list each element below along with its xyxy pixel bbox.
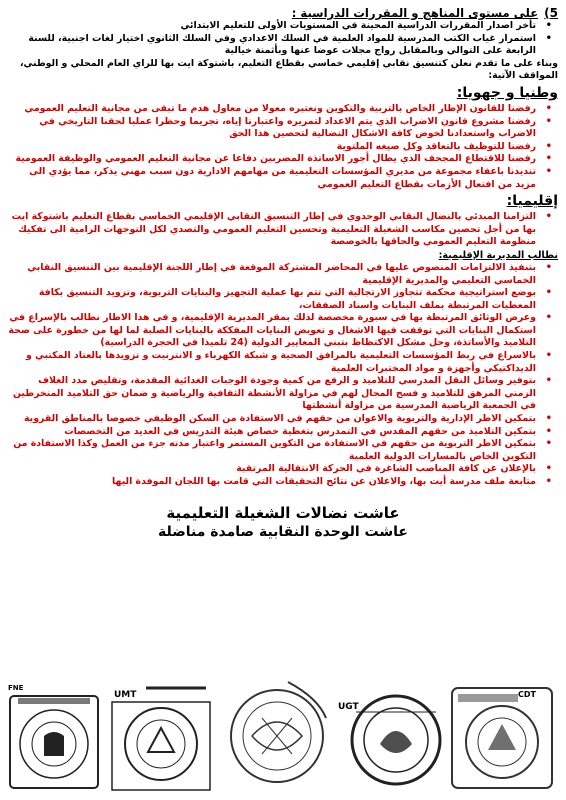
fne-seal-icon bbox=[6, 684, 102, 792]
list-item: • التزامنا المبدئي بالنضال النقابي الوحدوي في إطار التنسيق النقابي الإقليمي الخماسي بقطاع التعليم باشتوكة ايت بها من أجل تحصين مكاسب الشغيلة التعليمية وتحسين التعليم العمومي والتصدي لكل التوجهات الرامية الى تفكيك منظومة التعليم العمومي والحاقها بالخوصصة bbox=[8, 211, 558, 249]
stamp-umt bbox=[106, 682, 216, 792]
union-seal-icon bbox=[222, 678, 332, 790]
list-item: • رفضنا للتوظيف بالتعاقد وكل صيغه الملتوية bbox=[8, 141, 558, 154]
ugt-seal-icon bbox=[336, 682, 446, 792]
list-item: • رفضنا للقانون الإطار الخاص بالتربية والتكوين ونعتبره معولا من معاول هدم ما تبقى من مجانية التعليم العمومي bbox=[8, 103, 558, 116]
cdt-seal-icon bbox=[448, 680, 556, 792]
national-heading: وطنيا و جهويا: bbox=[456, 84, 558, 101]
list-item: • بتمكين التلاميذ من حقهم المقدس في التمدرس بتغطية خصاص هيئة التدريس في العديد من التخصصات bbox=[8, 426, 558, 439]
stamp-fne-label: FNE bbox=[8, 684, 24, 692]
list-item: • بالاسراع في ربط المؤسسات التعليمية بالمرافق الصحية و شبكة الكهرباء و الانترنيت و تزويدها بالعتاد المكتبي و الديداكتيكي وأجهزة و مواد المختبرات العلمية bbox=[8, 350, 558, 375]
section-5-list bbox=[8, 20, 558, 58]
regional-list bbox=[8, 211, 558, 249]
stamp-ugt bbox=[336, 682, 446, 792]
list-item: • بتمكين الاطر الإدارية والتربوية والاعوان من حقهم في الاستفادة من السكن الوظيفي خصوصا بالمناطق القروية bbox=[8, 413, 558, 426]
stamp-ugt-label: UGT bbox=[338, 702, 359, 712]
list-item: • متابعة ملف مدرسة أيت بها، والاعلان عن نتائج التحقيقات التي قامت بها اللجان الموفدة اليها bbox=[8, 476, 558, 489]
list-item: • بتوفير وسائل النقل المدرسي للتلاميذ و الرفع من كمية وجودة الوجبات الغدائية المقدمة، وتقليص مدد الغلاف الزمني المرهق للتلاميذ و فسح المجال لهم في مزاولة الأنشطة الثقافية والرياضية و ضمان حق التلاميذ المنخرطين في الجمعية الرياضية المدرسية من مزاولة أنشطتها bbox=[8, 375, 558, 413]
section-title: على مستوى المناهج و المقررات الدراسية : bbox=[291, 6, 539, 20]
demands-list bbox=[8, 262, 558, 489]
list-item: • بالإعلان عن كافة المناصب الشاغرة في الحركة الانتقالية المرتقبة bbox=[8, 463, 558, 476]
list-item: • بتمكين الاطر التربوية من حقهم في الاستفادة من التكوين المستمر واعتبار مدته جزء من العمل وكذا الاستفادة من التكوين الخاص بالمسارات الدولية العلمية bbox=[8, 438, 558, 463]
section-5-title bbox=[8, 6, 558, 20]
union-stamps bbox=[6, 678, 560, 798]
list-item: • رفضنا للاقتطاع المجحف الذي يطال أجور الاساتذة المضربين دفاعا عن مجانية التعليم العمومي والوظيفة العمومية bbox=[8, 153, 558, 166]
list-item: • بوضع استراتيجية محكمة تتجاوز الارتجالية التي تتم بها عملية التجهيز والبنايات التربوية، وتزويد التنسيق بكافة المعطيات المرتبطة بملف البنايات واسناد الصفقات، bbox=[8, 287, 558, 312]
intro-paragraph: وبناء على ما تقدم نعلن كتنسيق نقابي إقليمي خماسي بقطاع التعليم، باشتوكة ايت بها للراي العام المحلي و الوطني، المواقف الآتية: bbox=[19, 57, 558, 82]
list-item: • وعرض الوثائق المرتبطة بها في سبورة مخصصة لذلك بمقر المديرية الإقليمية، و في هذا الاطار نطالب بالإسراع في استكمال البنايات التي توقفت فيها الاشغال و تعويض البنايات المفككة بالبنايات الصلبة لما لها من خطورة على صحة التلاميذ والأساتذة، وحل مشكل الاكتظاظ بتبني المعايير الدولية (24 تلميذا في الحجرة الدراسية) bbox=[8, 312, 558, 350]
stamp-cdt-label: CDT bbox=[518, 690, 536, 699]
list-item: • رفضنا مشروع قانون الاضراب الذي يتم الاعداد لتمريره واعتبارنا إياه، تجريما وحظرا عمليا لحقنا التاريخي في الاضراب واستعدادنا لخوض كافة الاشكال النضالية لتحصين هذا الحق bbox=[8, 116, 558, 141]
section-number: 5) bbox=[544, 6, 558, 20]
list-item: • تنديدنا باعفاء مجموعة من مديري المؤسسات التعليمية من مهامهم الادارية دون سبب مهني يذكر، مما يؤدي الى مزيد من افتعال الأزمات بقطاع التعليم العمومي bbox=[8, 166, 558, 191]
regional-heading: إقليميا: bbox=[506, 193, 558, 210]
closing-slogan-1: عاشت نضالات الشغيلة التعليمية bbox=[166, 503, 400, 522]
national-list bbox=[8, 103, 558, 191]
closing-slogan-2: عاشت الوحدة النقابية صامدة مناضلة bbox=[158, 523, 408, 540]
demands-heading: نطالب المديرية الإقليمية: bbox=[438, 249, 558, 261]
list-item: • استمرار غياب الكتب المدرسية للمواد العلمية في السلك الاعدادي وفي السلك الثانوي اختيار لغات اجنبية، للسنة الرابعة على التوالي وبالمقابل رواج مجلات عوضا عنها وبأثمنة خيالية bbox=[8, 33, 558, 58]
document-page bbox=[8, 6, 558, 541]
stamp-third-union bbox=[222, 678, 332, 790]
stamp-umt-label: UMT bbox=[114, 690, 137, 700]
list-item: • تأخر اصدار المقررات الدراسية المحينة في المستويات الأولى للتعليم الابتدائي bbox=[8, 20, 558, 33]
stamp-fne bbox=[6, 684, 102, 792]
list-item: • بتنفيذ الالتزامات المنصوص عليها في المحاضر المشتركة الموقعة في إطار اللجنة الإقليمية بين التنسيق النقابي الخماسي التعليمي والمديرية الإقليمية bbox=[8, 262, 558, 287]
stamp-cdt bbox=[448, 680, 556, 792]
